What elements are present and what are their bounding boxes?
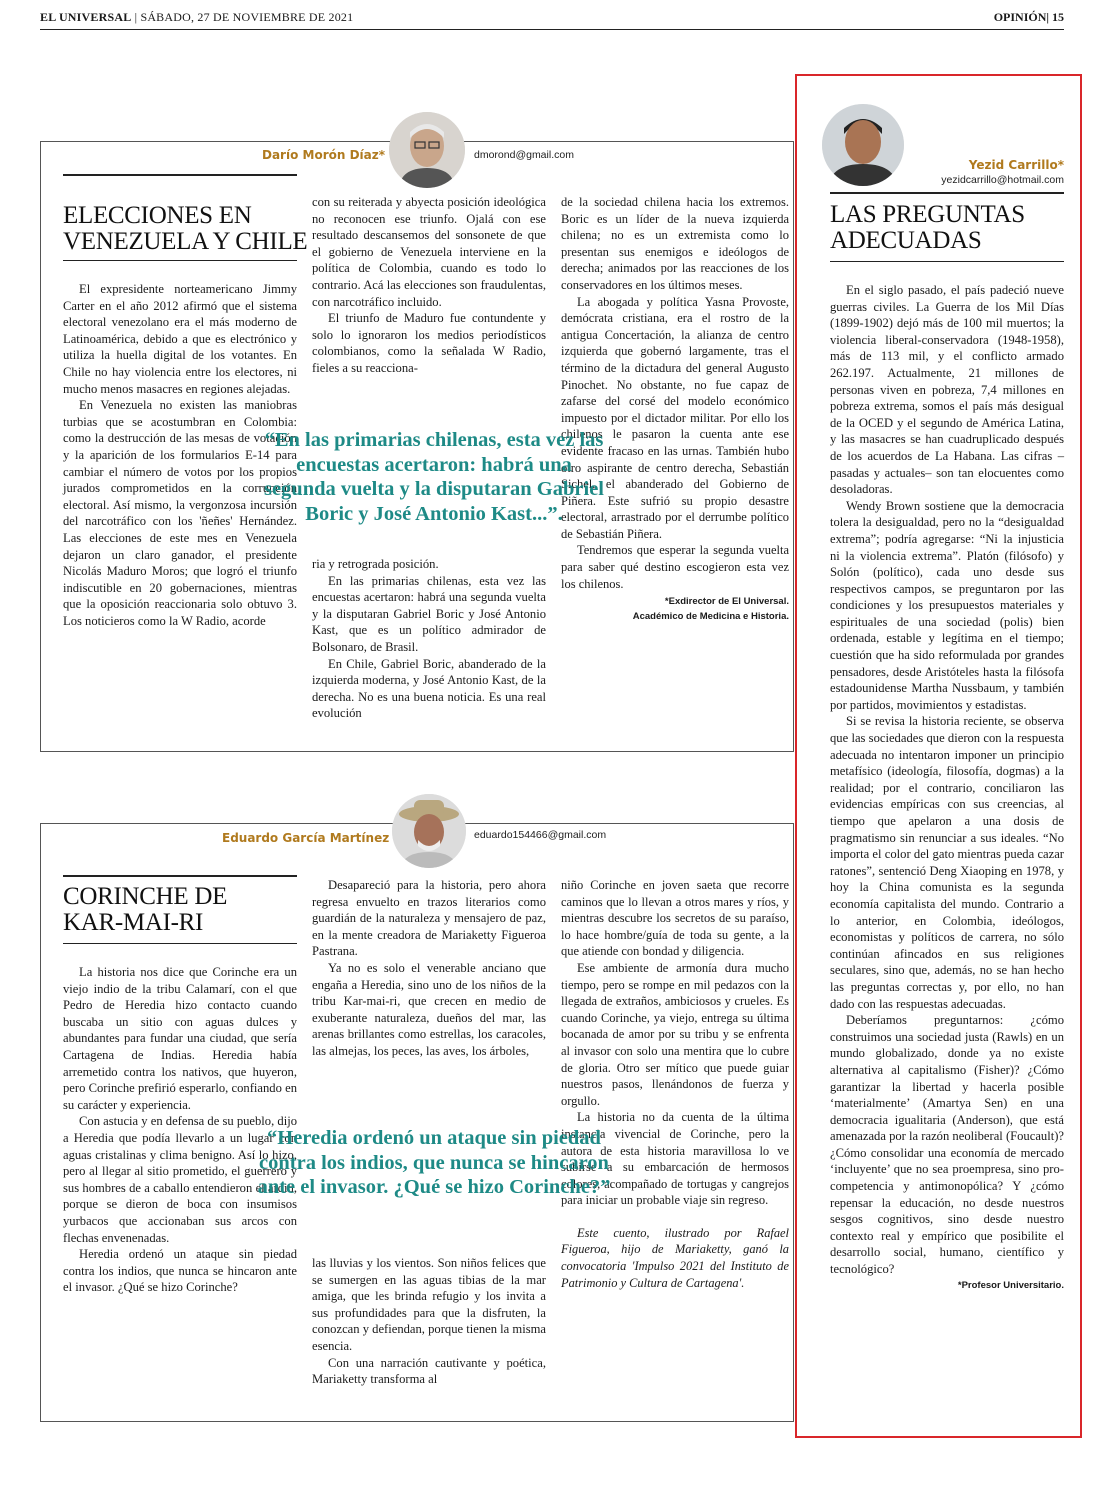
- paragraph: Deberíamos preguntarnos: ¿cómo construimos una sociedad justa (Rawls) en un mundo globalizado, donde ya no existe alternativa al capitalismo (Fisher)? ¿Cómo garantizar la libertad y hacerla posible ‘materialmente’ (Amartya Sen) en una democracia igualitaria (Anderson), que está amenazada por la razón neoliberal (Foucault)? ¿Cómo consolidar una economía de mercado ‘incluyente’ que no sea proempresa, sino pro-competencia y antimonopólica? Y ¿cómo repensar la educación, no desde nuestros sesgos cognitivos, sino desde nuestro contexto real y empírico que posibilite el desarrollo social, humano, científico y tecnológico?: [830, 1013, 1064, 1277]
- article2-col3: [561, 877, 789, 1291]
- paragraph: Si se revisa la historia reciente, se observa que las sociedades que dieron con la respuesta adecuada no intentaron imponer un principio metafísico (ideología, filosofía, dogmas) a la realidad; por el contrario, conciliaron las evidencias empíricas con sus creencias, al tiempo que apelaron a una dosis de pragmatismo sin renunciar a sus ideales. “No importa el color del gato mientras pueda cazar ratones”, sentenció Deng Xiaoping en 1978, y hoy la China comunista es la segunda economía capitalista del mundo. Contrario a lo anterior, en Colombia, ideólogos, economistas y políticos de carrera, no sólo continúan afincados en sus religiones seculares, sino que, además, no se han hecho las preguntas correctas y, por ello, no han dado con las respuestas adecuadas.: [830, 714, 1064, 1011]
- author-photo-garcia: [392, 794, 466, 868]
- paragraph: El triunfo de Maduro fue contundente y solo lo ignoraron los medios periodísticos colombianos, como la señalada W Radio, fieles a su reacciona-: [312, 311, 546, 375]
- author-email: yezidcarrillo@hotmail.com: [941, 174, 1064, 186]
- paragraph: El expresidente norteamericano Jimmy Carter en el año 2012 afirmó que el sistema electoral venezolano era el más moderno de Latinoamérica, debido a que es electrónico y utiliza la huella digital de los votantes. En Chile no hay violencia entre los electores, ni mucho menos masacres en regiones alejadas.: [63, 282, 297, 396]
- paragraph: La historia nos dice que Corinche era un viejo indio de la tribu Calamarí, con el que Pedro de Heredia hizo contacto cuando buscaba un sitio con aguas dulces y abundantes para fundar una ciudad, que sería Cartagena de Indias. Heredia había arremetido contra los nativos, que huyeron, pero Corinche prefirió esperarlo, confiando en su carácter y experiencia.: [63, 965, 297, 1112]
- author-photo-moron: [389, 112, 465, 188]
- author-email: eduardo154466@gmail.com: [474, 829, 607, 841]
- article1-col2-top: [312, 194, 546, 377]
- title-rule-bottom: [63, 260, 297, 261]
- paragraph: La abogada y política Yasna Provoste, demócrata cristiana, era el rostro de la antigua Concertación, la alianza de centro izquierda que gobernó largamente, tras el término de la dictadura del general Augusto Pinochet. No obstante, no fue capaz de zafarse del corsé del modelo económico impuesto por el dictador militar. Por ello los chilenos le pasaron la cuenta ante ese evidente fracaso en las urnas. También hubo otro aspirante de centro derecha, Sebastián Sichel, el abanderado del Gobierno de Piñera. Este sufrió su propio desastre electoral, arrastrado por el derrumbe político de Sebastián Piñera.: [561, 294, 789, 541]
- paragraph: En Venezuela no existen las maniobras turbias que se acostumbran en Colombia: como la destrucción de las mesas de votación y la aparición de los formularios E-14 para cambiar el número de votos por los propios jurados comprometidos en la corrupción electoral. Así mismo, la vergonzosa incursión del narcotráfico con los 'ñeñes' Hernández. Las elecciones de este mes en Venezuela dejaron un claro ganador, el presidente Nicolás Maduro Moros; que logró el triunfo indiscutible en 20 gobernaciones, mientras que la oposición reaccionaria solo obtuvo 3. Los noticieros como la W Radio, acorde: [63, 398, 297, 628]
- title-line-1: LAS PREGUNTAS: [830, 201, 1025, 228]
- title-line-2: VENEZUELA Y CHILE: [63, 228, 308, 255]
- paragraph: niño Corinche en joven saeta que recorre caminos que lo llevan a otros mares y ríos, y mientras descubre los secretos de su paraíso, lo hace hombre/guía de toda su gente, a la que atiende con bondad y diligencia.: [561, 878, 789, 959]
- article1-col3: [561, 194, 789, 624]
- title-rule: [63, 875, 297, 877]
- article-title: [63, 884, 227, 936]
- author-name: Eduardo García Martínez: [222, 831, 390, 845]
- portrait-icon: [389, 112, 465, 188]
- paragraph: Con astucia y en defensa de su pueblo, dijo a Heredia que podía llevarlo a un lugar con aguas cristalinas y clima benigno. Así lo hizo, pero al llegar al sitio prometido, el guerrero y sus hombres de a caballo entendieron el ardid, porque se dieron de boca con insumisos yurbacos que accionaban sus arcos con flechas envenenadas.: [63, 1114, 297, 1245]
- title-line-1: ELECCIONES EN: [63, 202, 252, 229]
- paragraph: Con una narración cautivante y poética, Mariaketty transforma al: [312, 1355, 546, 1387]
- title-line-2: ADECUADAS: [830, 227, 982, 254]
- article2-col2-top: [312, 877, 546, 1060]
- pull-quote: “En las primarias chilenas, esta vez las encuestas acertaron: habrá una segunda vuelta y la disputaran Gabriel Boric y José Antonio Kast...”.: [263, 429, 604, 525]
- paper-name: EL UNIVERSAL: [40, 10, 132, 24]
- paragraph: En Chile, Gabriel Boric, abanderado de la izquierda moderna, y José Antonio Kast, de la derecha. No es una buena noticia. Es una real evolución: [312, 656, 546, 721]
- author-email: dmorond@gmail.com: [474, 149, 574, 161]
- title-rule-bottom: [63, 943, 297, 944]
- paragraph: Ya no es solo el venerable anciano que engaña a Heredia, sino uno de los niños de la tribu Kar-mai-ri, que crecen en medio de exuberante naturaleza, dueños del mar, las arenas brillantes como estrellas, los caracoles, las almejas, los peces, las aves, los árboles,: [312, 960, 546, 1058]
- author-note: *Profesor Universitario.: [957, 1279, 1064, 1291]
- section-page: OPINIÓN| 15: [993, 10, 1064, 24]
- paragraph: Heredia ordenó un ataque sin piedad contra los indios, que nunca se hincaron ante el invasor. ¿Qué se hizo Corinche?: [63, 1247, 297, 1295]
- author-name: Darío Morón Díaz*: [262, 148, 386, 162]
- paragraph: ria y retrograda posición.: [312, 557, 439, 571]
- header-rule: [40, 29, 1064, 30]
- title-rule: [63, 174, 297, 176]
- paragraph: En las primarias chilenas, esta vez las encuestas acertaron: habrá una segunda vuelta y la disputaran Gabriel Boric y José Antonio Kast, que es un político admirador de Bolsonaro, de Brasil.: [312, 573, 546, 654]
- paragraph: Ese ambiente de armonía dura mucho tiempo, pero se rompe en mil pedazos con la llegada de extraños, ambiciosos y crueles. Es cuando Corinche, ya viejo, entrega su última bocanada de amor por su tribu y se enfrenta al invasor con solo una mentira que lo cubre de gloria. Otro ser mítico que puede guiar nuestros pasos, llenándonos de fuerza y orgullo.: [561, 960, 789, 1108]
- paragraph: de la sociedad chilena hacia los extremos. Boric es un líder de la nueva izquierda chilena; no es un extremista como lo presentan sus enemigos e ideólogos de derecha; animados por las reacciones de los conservadores en los últimos meses.: [561, 195, 789, 292]
- highlight-frame: [795, 74, 1082, 1438]
- page-header: [40, 8, 1064, 30]
- portrait-icon: [392, 794, 466, 868]
- masthead: [40, 10, 353, 25]
- title-line-2: KAR-MAI-RI: [63, 909, 204, 936]
- story-note: Este cuento, ilustrado por Rafael Figueroa, hijo de Mariaketty, ganó la convocatoria 'Impulso 2021 del Instituto de Patrimonio y Cultura de Cartagena'.: [561, 1225, 789, 1290]
- author-note-1: *Exdirector de El Universal.: [664, 596, 789, 608]
- paragraph: Desapareció para la historia, pero ahora regresa envuelto en trazos literarios como guardián de la naturaleza y mensajero de paz, en la mente creadora de Mariaketty Figueroa Pastrana.: [312, 878, 546, 959]
- title-line-1: CORINCHE DE: [63, 883, 228, 910]
- author-name: Yezid Carrillo*: [968, 158, 1064, 172]
- pull-quote: “Heredia ordenó un ataque sin piedad contra los indios, que nunca se hincaron ante el invasor. ¿Qué se hizo Corinche?”: [257, 1127, 611, 1198]
- article2-col2-bottom: [312, 1255, 546, 1388]
- article-title: [63, 203, 307, 255]
- edition-date: | SÁBADO, 27 DE NOVIEMBRE DE 2021: [134, 10, 354, 24]
- paragraph: con su reiterada y abyecta posición ideológica no reconocen ese triunfo. Ojalá con ese resultado descansemos del sonsonete de que el gobierno de Venezuela interviene en la política de Colombia, cuando es todo lo contrario. Acá las elecciones son fraudulentas, con narcotráfico incluido.: [312, 195, 546, 309]
- paragraph: Tendremos que esperar la segunda vuelta para saber qué destino escogieron esta vez los chilenos.: [561, 543, 789, 591]
- article1-col2-bottom: [312, 556, 546, 722]
- paragraph: La historia no da cuenta de la última instancia vivencial de Corinche, pero la autora de esta historia maravillosa lo ve subirse a su embarcación de hermosos colores, acompañado de tortugas y cangrejos para iniciar un probable viaje sin regreso.: [561, 1110, 789, 1208]
- paragraph: Wendy Brown sostiene que la democracia tolera la desigualdad, pero no la “desigualdad extrema”; podría agregarse: “Ni la injusticia ni la violencia extrema”. Platón (filósofo) y Solón (político), cada uno desde sus respectivos campos, se preguntaron por las condiciones y los presupuestos materiales y espirituales de una sociedad (polis) bien ordenada, estable y legítima en el tiempo; cuestión que ha sido reformulada por grandes pensadores, desde Aristóteles hasta la filósofa estadounidense Martha Nussbaum, y también por partidos, movimientos y estadistas.: [830, 498, 1064, 712]
- paragraph: las lluvias y los vientos. Son niños felices que se sumergen en las aguas tibias de la mar amiga, que les brinda refugio y los invita a sus profundidades para que la disfruten, la conozcan y defiendan, porque tienen la misma esencia.: [312, 1256, 546, 1353]
- paragraph: En el siglo pasado, el país padeció nueve guerras civiles. La Guerra de los Mil Días (1899-1902) dejó más de 100 mil muertos; la violencia liberal-conservadora (1948-1958), más de 113 mil, y el conflicto armado 262.197. Actualmente, 21 millones de personas viven en pobreza, 7,4 millones en pobreza extrema, somos el país más desigual de la OCED y el segundo de América Latina, y las masacres se han cuadruplicado después de los acuerdos de La Habana. Las cifras –pasadas y actuales– son tan elocuentes como desoladoras.: [830, 283, 1064, 497]
- author-note-2: Académico de Medicina e Historia.: [632, 611, 789, 623]
